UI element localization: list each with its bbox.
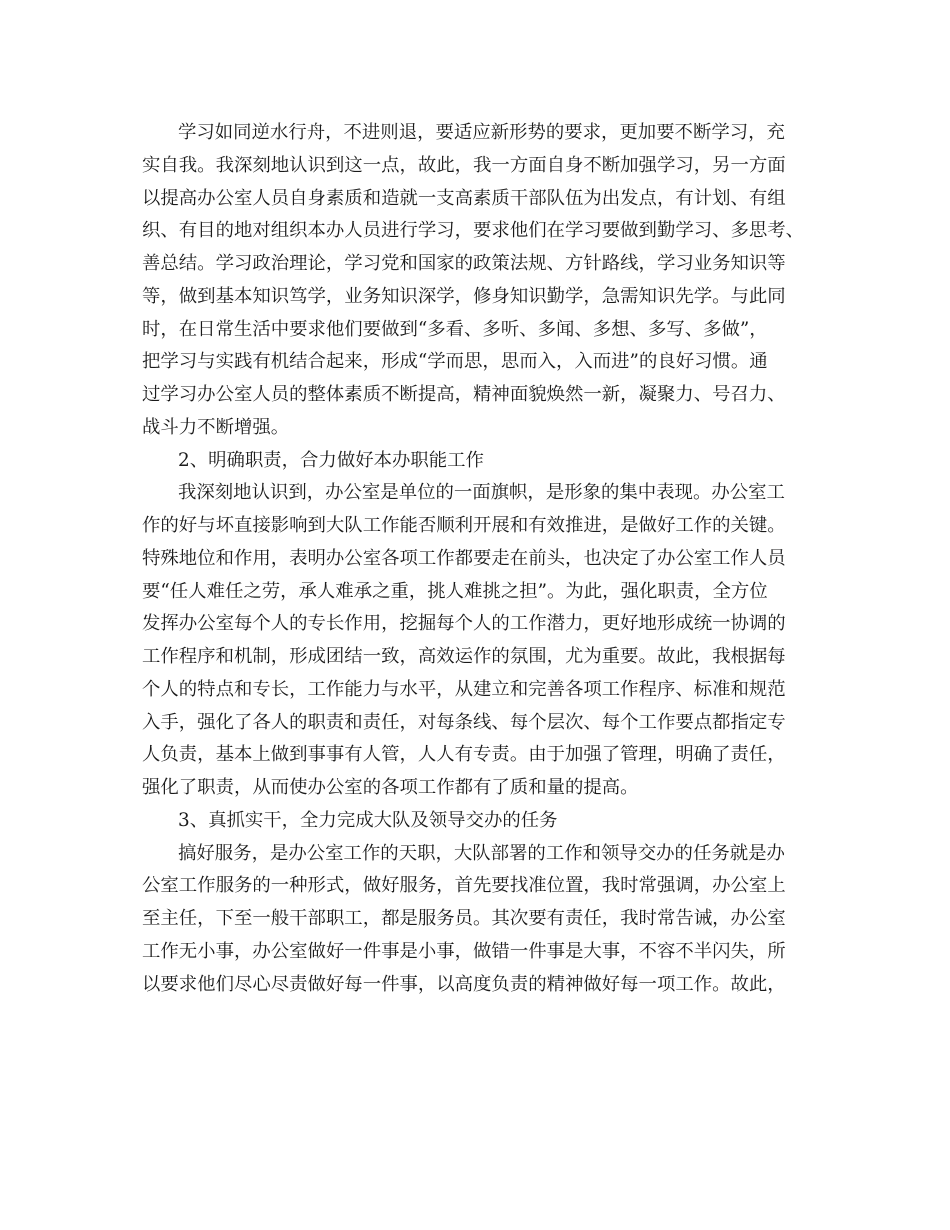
text-line: 搞好服务，是办公室工作的天职，大队部署的工作和领导交办的任务就是办 (178, 842, 785, 864)
text-line: 强化了职责，从而使办公室的各项工作都有了质和量的提高。 (142, 777, 639, 798)
section-heading: 3、真抓实干，全力完成大队及领导交办的任务 (178, 809, 558, 831)
text-line: 至主任，下至一般干部职工，都是服务员。其次要有责任，我时常告诫，办公室 (142, 908, 786, 929)
text-line: 个人的特点和专长，工作能力与水平，从建立和完善各项工作程序、标准和规范 (142, 678, 786, 700)
body-text (142, 117, 807, 1001)
text-line: 过学习办公室人员的整体素质不断提高，精神面貌焕然一新，凝聚力、号召力、 (142, 384, 786, 405)
text-line: 特殊地位和作用，表明办公室各项工作都要走在前头，也决定了办公室工作人员 (142, 547, 786, 569)
text-line: 时，在日常生活中要求他们要做到“多看、多听、多闻、多想、多写、多做”， (142, 318, 768, 340)
text-line: 工作程序和机制，形成团结一致，高效运作的氛围，尤为重要。故此，我根据每 (142, 646, 786, 667)
text-line: 人负责，基本上做到事事有人管，人人有专责。由于加强了管理，明确了责任， (142, 744, 786, 766)
text-line: 以提高办公室人员自身素质和造就一支高素质干部队伍为出发点，有计划、有组 (142, 187, 786, 209)
text-line: 发挥办公室每个人的专长作用，挖掘每个人的工作潜力，更好地形成统一协调的 (142, 613, 786, 635)
text-line: 把学习与实践有机结合起来，形成“学而思，思而入，入而进”的良好习惯。通 (142, 351, 768, 373)
text-line: 学习如同逆水行舟，不进则退，要适应新形势的要求，更加要不断学习，充 (178, 122, 785, 143)
text-line: 要“任人难任之劳，承人难承之重，挑人难挑之担”。为此，强化职责，全方位 (142, 580, 768, 602)
text-line: 等，做到基本知识笃学，业务知识深学，修身知识勤学，急需知识先学。与此同 (142, 285, 786, 307)
text-line: 入手，强化了各人的职责和责任，对每条线、每个层次、每个工作要点都指定专 (142, 711, 786, 733)
text-line: 织、有目的地对组织本办人员进行学习，要求他们在学习要做到勤学习、多思考、 (142, 220, 805, 242)
text-line: 工作无小事，办公室做好一件事是小事，做错一件事是大事，不容不半闪失，所 (142, 940, 786, 962)
text-line: 善总结。学习政治理论，学习党和国家的政策法规、方针路线，学习业务知识等 (142, 253, 786, 274)
text-line: 我深刻地认识到，办公室是单位的一面旗帜，是形象的集中表现。办公室工 (178, 482, 785, 504)
section-heading: 2、明确职责，合力做好本办职能工作 (178, 449, 484, 471)
text-line: 以要求他们尽心尽责做好每一件事，以高度负责的精神做好每一项工作。故此， (142, 973, 786, 995)
text-line: 战斗力不断增强。 (142, 416, 290, 438)
text-line: 作的好与坏直接影响到大队工作能否顺利开展和有效推进，是做好工作的关键。 (142, 515, 786, 536)
text-line: 实自我。我深刻地认识到这一点，故此，我一方面自身不断加强学习，另一方面 (142, 154, 786, 176)
text-line: 公室工作服务的一种形式，做好服务，首先要找准位置，我时常强调，办公室上 (142, 875, 786, 897)
